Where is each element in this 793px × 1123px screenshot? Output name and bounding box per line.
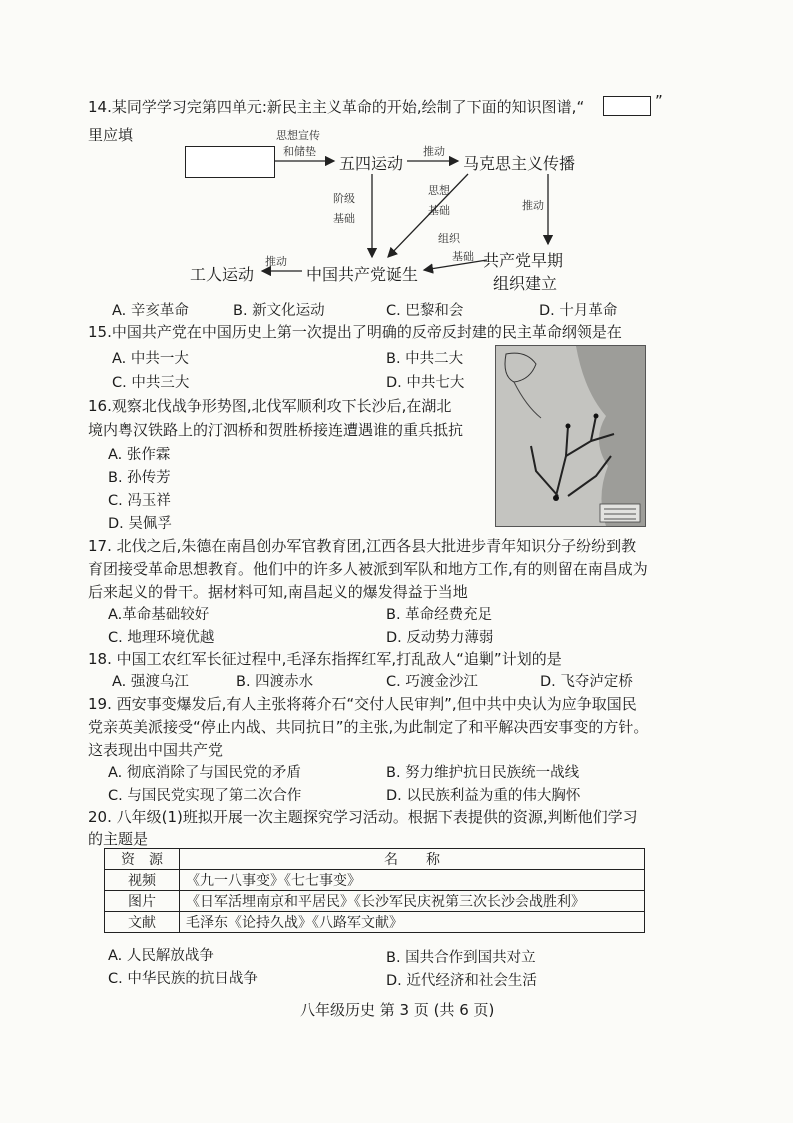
q19-option-d[interactable]: D. 以民族利益为重的伟大胸怀 bbox=[386, 788, 581, 804]
q17-stem-line3: 后来起义的骨干。据材料可知,南昌起义的爆发得益于当地 bbox=[88, 583, 468, 601]
table-header-resource: 资 源 bbox=[105, 849, 180, 870]
q20-option-c[interactable]: C. 中华民族的抗日战争 bbox=[108, 971, 258, 987]
q19-option-b[interactable]: B. 努力维护抗日民族统一战线 bbox=[386, 765, 580, 781]
q18-option-d[interactable]: D. 飞夺泸定桥 bbox=[540, 674, 633, 690]
node-zaoqi-line2: 组织建立 bbox=[493, 274, 558, 293]
table-cell-name: 《九一八事变》《七七事变》 bbox=[180, 870, 645, 891]
hw-label-jichu-1: 基础 bbox=[333, 212, 355, 225]
q14-option-a[interactable]: A. 辛亥革命 bbox=[112, 303, 189, 319]
northern-expedition-map-image bbox=[495, 345, 646, 527]
hw-label-jieji: 阶级 bbox=[333, 192, 355, 205]
table-cell-type: 图片 bbox=[105, 891, 180, 912]
q20-stem-line1: 20. 八年级(1)班拟开展一次主题探究学习活动。根据下表提供的资源,判断他们学习 bbox=[88, 808, 638, 826]
table-row bbox=[105, 912, 645, 933]
node-makesi-chuanbo: 马克思主义传播 bbox=[463, 154, 576, 173]
node-zaoqi-line1: 共产党早期 bbox=[483, 251, 564, 270]
q14-option-b[interactable]: B. 新文化运动 bbox=[233, 303, 325, 319]
arrow-zaoqi-to-dansheng bbox=[424, 260, 487, 270]
q15-option-c[interactable]: C. 中共三大 bbox=[112, 375, 190, 391]
hw-label-zuzhi: 组织 bbox=[438, 232, 460, 245]
q19-option-a[interactable]: A. 彻底消除了与国民党的矛盾 bbox=[108, 765, 301, 781]
table-cell-name: 毛泽东《论持久战》《八路军文献》 bbox=[180, 912, 645, 933]
q17-option-b[interactable]: B. 革命经费充足 bbox=[386, 607, 493, 623]
hw-label-tuidong-3: 推动 bbox=[265, 255, 287, 268]
q14-stem-text: 14.某同学学习完第四单元:新民主主义革命的开始,绘制了下面的知识图谱,“ bbox=[88, 98, 585, 116]
q16-option-a[interactable]: A. 张作霖 bbox=[108, 447, 171, 463]
table-row bbox=[105, 870, 645, 891]
q14-stem-quote-close: ” bbox=[655, 92, 663, 110]
q18-option-c[interactable]: C. 巧渡金沙江 bbox=[386, 674, 478, 690]
q16-stem-line2: 境内粤汉铁路上的汀泗桥和贺胜桥接连遭遇谁的重兵抵抗 bbox=[88, 421, 464, 439]
q19-stem-line1: 19. 西安事变爆发后,有人主张将蒋介石“交付人民审判”,但中共中央认为应争取国民 bbox=[88, 695, 637, 713]
node-gongren-yundong: 工人运动 bbox=[190, 265, 255, 284]
q17-option-c[interactable]: C. 地理环境优越 bbox=[108, 630, 215, 646]
q20-stem-line2: 的主题是 bbox=[88, 830, 149, 848]
q17-option-a[interactable]: A.革命基础较好 bbox=[108, 607, 210, 623]
q19-stem-line2: 党亲英美派接受“停止内战、共同抗日”的主张,为此制定了和平解决西安事变的方针。 bbox=[88, 718, 649, 736]
map-illustration bbox=[496, 346, 645, 526]
q16-option-b[interactable]: B. 孙传芳 bbox=[108, 470, 171, 486]
table-cell-type: 视频 bbox=[105, 870, 180, 891]
q18-option-a[interactable]: A. 强渡乌江 bbox=[112, 674, 189, 690]
q20-option-d[interactable]: D. 近代经济和社会生活 bbox=[386, 973, 537, 989]
q19-option-c[interactable]: C. 与国民党实现了第二次合作 bbox=[108, 788, 302, 804]
table-header-name: 名 称 bbox=[180, 849, 645, 870]
table-header-row bbox=[105, 849, 645, 870]
table-row bbox=[105, 891, 645, 912]
hw-label-tuidong-1: 推动 bbox=[423, 145, 445, 158]
hw-label-jichu-2: 基础 bbox=[428, 204, 450, 217]
q20-option-a[interactable]: A. 人民解放战争 bbox=[108, 948, 214, 964]
diagram-arrows bbox=[0, 0, 793, 320]
hw-label-sixiang-xuanchuan: 思想宣传 bbox=[276, 129, 320, 142]
q15-option-d[interactable]: D. 中共七大 bbox=[386, 375, 465, 391]
hw-label-jichu-3: 基础 bbox=[452, 250, 474, 263]
node-zhonggong-dansheng: 中国共产党诞生 bbox=[306, 265, 419, 284]
q14-option-c[interactable]: C. 巴黎和会 bbox=[386, 303, 464, 319]
q17-stem-line1: 17. 北伐之后,朱德在南昌创办军官教育团,江西各县大批进步青年知识分子纷纷到教 bbox=[88, 537, 637, 555]
q14-option-d[interactable]: D. 十月革命 bbox=[539, 303, 618, 319]
node-wusi-yundong: 五四运动 bbox=[339, 154, 404, 173]
q16-option-d[interactable]: D. 吴佩孚 bbox=[108, 516, 172, 532]
q17-option-d[interactable]: D. 反动势力薄弱 bbox=[386, 630, 494, 646]
q16-stem-line1: 16.观察北伐战争形势图,北伐军顺利攻下长沙后,在湖北 bbox=[88, 397, 452, 415]
q20-option-b[interactable]: B. 国共合作到国共对立 bbox=[386, 950, 536, 966]
q16-option-c[interactable]: C. 冯玉祥 bbox=[108, 493, 171, 509]
hw-label-sixiang-2: 思想 bbox=[428, 184, 450, 197]
q14-stem-line2: 里应填 bbox=[88, 126, 134, 144]
q18-stem: 18. 中国工农红军长征过程中,毛泽东指挥红军,打乱敌人“追剿”计划的是 bbox=[88, 650, 562, 668]
hw-label-he-chudian: 和储垫 bbox=[283, 145, 316, 158]
arrow-makesi-to-dansheng bbox=[388, 174, 468, 257]
table-cell-type: 文献 bbox=[105, 912, 180, 933]
q15-stem: 15.中国共产党在中国历史上第一次提出了明确的反帝反封建的民主革命纲领是在 bbox=[88, 323, 622, 341]
table-cell-name: 《日军活埋南京和平居民》《长沙军民庆祝第三次长沙会战胜利》 bbox=[180, 891, 645, 912]
q17-stem-line2: 育团接受革命思想教育。他们中的许多人被派到军队和地方工作,有的则留在南昌成为 bbox=[88, 560, 648, 578]
q19-stem-line3: 这表现出中国共产党 bbox=[88, 741, 224, 759]
page-footer: 八年级历史 第 3 页 (共 6 页) bbox=[300, 1001, 495, 1019]
q15-option-a[interactable]: A. 中共一大 bbox=[112, 351, 189, 367]
hw-label-tuidong-2: 推动 bbox=[522, 199, 544, 212]
q18-option-b[interactable]: B. 四渡赤水 bbox=[236, 674, 314, 690]
q15-option-b[interactable]: B. 中共二大 bbox=[386, 351, 464, 367]
q20-resource-table bbox=[104, 848, 645, 933]
